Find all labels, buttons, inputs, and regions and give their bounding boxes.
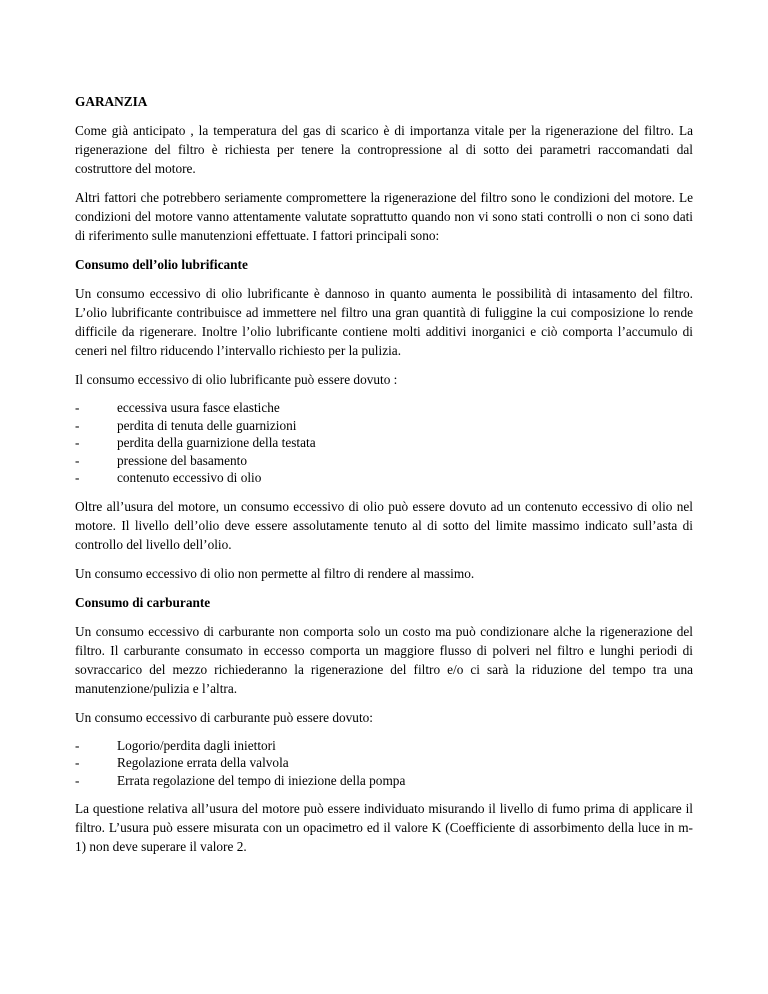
- fuel-causes-list: [75, 737, 693, 790]
- list-item-text: Regolazione errata della valvola: [117, 755, 289, 770]
- list-item-text: perdita di tenuta delle guarnizioni: [117, 417, 297, 433]
- fuel-section-heading: Consumo di carburante: [75, 594, 211, 610]
- list-item-text: eccessiva usura fasce elastiche: [117, 400, 280, 415]
- dash-bullet: -: [75, 417, 80, 433]
- list-item: [75, 754, 693, 772]
- list-item-text: Logorio/perdita dagli iniettori: [117, 737, 276, 753]
- dash-bullet: -: [75, 772, 80, 788]
- list-item-text: pressione del basamento: [117, 452, 247, 468]
- intro-paragraph-1: Come già anticipato , la temperatura del gas di scarico è di importanza vitale per la rigenerazione del filtro. La rigenerazione del filtro è richiesta per tenere la contropressione al di sotto dei parametri raccomandati dal costruttore del motore.: [75, 123, 693, 176]
- list-item: [75, 737, 693, 755]
- list-item-text: Errata regolazione del tempo di iniezione della pompa: [117, 772, 406, 788]
- document-page: [75, 92, 693, 866]
- dash-bullet: -: [75, 470, 80, 485]
- list-item: [75, 772, 693, 790]
- oil-paragraph-2: Oltre all’usura del motore, un consumo eccessivo di olio può essere dovuto ad un contenuto eccessivo di olio nel motore. Il livello dell’olio deve essere assolutamente tenuto al di sotto del limite massimo indicato sull’asta di controllo del livello dell’olio.: [75, 498, 693, 552]
- dash-bullet: -: [75, 435, 80, 450]
- dash-bullet: -: [75, 737, 80, 753]
- list-item: [75, 469, 693, 487]
- intro-paragraph-2: Altri fattori che potrebbero seriamente compromettere la rigenerazione del filtro sono le condizioni del motore. Le condizioni del motore vanno attentamente valutate soprattutto quando non vi sono stati controlli o non ci sono dati di riferimento sulle manutenzioni effettuate. I fattori principali sono:: [75, 190, 693, 243]
- fuel-list-intro: Un consumo eccessivo di carburante può essere dovuto:: [75, 709, 373, 725]
- dash-bullet: -: [75, 400, 80, 415]
- oil-section-heading: Consumo dell’olio lubrificante: [75, 257, 248, 272]
- list-item: [75, 452, 693, 470]
- list-item: [75, 434, 693, 452]
- list-item: [75, 399, 693, 417]
- fuel-paragraph-2: La questione relativa all’usura del motore può essere individuato misurando il livello di fumo prima di applicare il filtro. L’usura può essere misurata con un opacimetro ed il valore K (Coefficiente di assorbimento della luce in m-1) non deve superare il valore 2.: [75, 801, 693, 854]
- oil-list-intro: Il consumo eccessivo di olio lubrificante può essere dovuto :: [75, 372, 398, 387]
- oil-paragraph-1: Un consumo eccessivo di olio lubrificante è dannoso in quanto aumenta le possibilità di intasamento del filtro. L’olio lubrificante contribuisce ad immettere nel filtro una gran quantità di fuliggine la cui composizione lo rende difficile da rigenerare. Inoltre l’olio lubrificante contiene molti additivi inorganici e ciò comporta l’accumulo di ceneri nel filtro riducendo l’intervallo richiesto per la pulizia.: [75, 286, 693, 358]
- dash-bullet: -: [75, 755, 80, 770]
- list-item-text: contenuto eccessivo di olio: [117, 470, 262, 485]
- oil-paragraph-3: Un consumo eccessivo di olio non permette al filtro di rendere al massimo.: [75, 565, 475, 581]
- oil-causes-list: [75, 399, 693, 487]
- dash-bullet: -: [75, 452, 80, 468]
- list-item: [75, 417, 693, 435]
- document-title: GARANZIA: [75, 94, 148, 109]
- fuel-paragraph-1: Un consumo eccessivo di carburante non comporta solo un costo ma può condizionare alche la rigenerazione del filtro. Il carburante consumato in eccesso comporta un maggiore flusso di polveri nel filtro e lunghi periodi di sovraccarico del mezzo richiederanno la rigenerazione del filtro e/o ci sarà la riduzione del tempo tra una manutenzione/pulizia e l’altra.: [75, 623, 693, 696]
- list-item-text: perdita della guarnizione della testata: [117, 435, 316, 450]
